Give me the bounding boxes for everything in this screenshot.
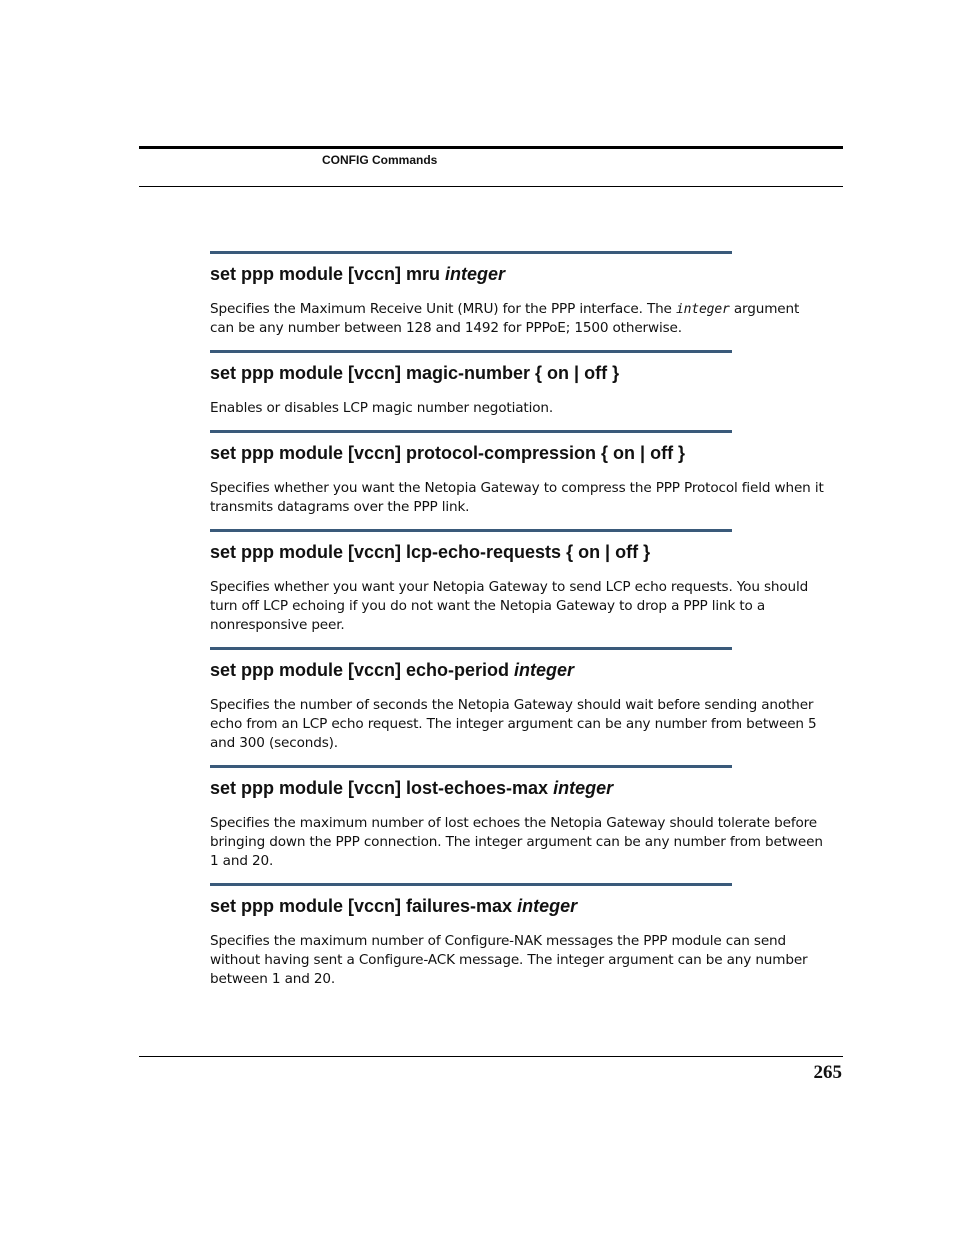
section-rule [210, 883, 732, 886]
section-heading: set ppp module [vccn] failures-max integer [210, 896, 578, 916]
page-number: 265 [813, 1062, 842, 1083]
heading-argument: integer [514, 660, 575, 680]
heading-argument: integer [517, 896, 578, 916]
section-rule [210, 647, 732, 650]
section-heading: set ppp module [vccn] lcp-echo-requests { on | off } [210, 542, 651, 562]
section-heading: set ppp module [vccn] magic-number { on | off } [210, 363, 620, 383]
section-description: Enables or disables LCP magic number negotiation. [210, 400, 554, 416]
section-lost-echoes-max [210, 765, 826, 871]
section-description: Specifies the Maximum Receive Unit (MRU) for the PPP interface. The integer argument can be any number between 128 and 1492 for PPPoE; 1500 otherwise. [210, 301, 800, 336]
header-rule [139, 146, 843, 149]
section-description: Specifies whether you want the Netopia Gateway to compress the PPP Protocol field when it transmits datagrams over the PPP link. [210, 480, 824, 515]
section-heading: set ppp module [vccn] protocol-compression { on | off } [210, 443, 686, 463]
section-mru [210, 251, 826, 338]
section-description: Specifies the maximum number of lost echoes the Netopia Gateway should tolerate before bringing down the PPP connection. The integer argument can be any number from between 1 and 20. [210, 815, 823, 869]
code-term: integer [675, 302, 730, 317]
section-description: Specifies the number of seconds the Netopia Gateway should wait before sending another echo from an LCP echo request. The integer argument can be any number from between 5 and 300 (seconds). [210, 697, 817, 751]
section-rule [210, 251, 732, 254]
section-heading: set ppp module [vccn] mru integer [210, 264, 506, 284]
section-protocol-compression [210, 430, 826, 517]
section-rule [210, 430, 732, 433]
page-content [210, 251, 826, 1001]
footer-divider [139, 1056, 843, 1057]
section-failures-max [210, 883, 826, 989]
section-rule [210, 529, 732, 532]
heading-argument: integer [553, 778, 614, 798]
section-description: Specifies the maximum number of Configure-NAK messages the PPP module can send without having sent a Configure-ACK message. The integer argument can be any number between 1 and 20. [210, 933, 808, 987]
heading-argument: integer [445, 264, 506, 284]
section-heading: set ppp module [vccn] lost-echoes-max integer [210, 778, 614, 798]
running-header: CONFIG Commands [322, 153, 438, 167]
section-rule [210, 350, 732, 353]
section-heading: set ppp module [vccn] echo-period integer [210, 660, 575, 680]
section-magic-number [210, 350, 826, 418]
section-lcp-echo-requests [210, 529, 826, 635]
section-rule [210, 765, 732, 768]
header-divider [139, 186, 843, 187]
section-echo-period [210, 647, 826, 753]
section-description: Specifies whether you want your Netopia Gateway to send LCP echo requests. You should turn off LCP echoing if you do not want the Netopia Gateway to drop a PPP link to a nonresponsive peer. [210, 579, 809, 633]
